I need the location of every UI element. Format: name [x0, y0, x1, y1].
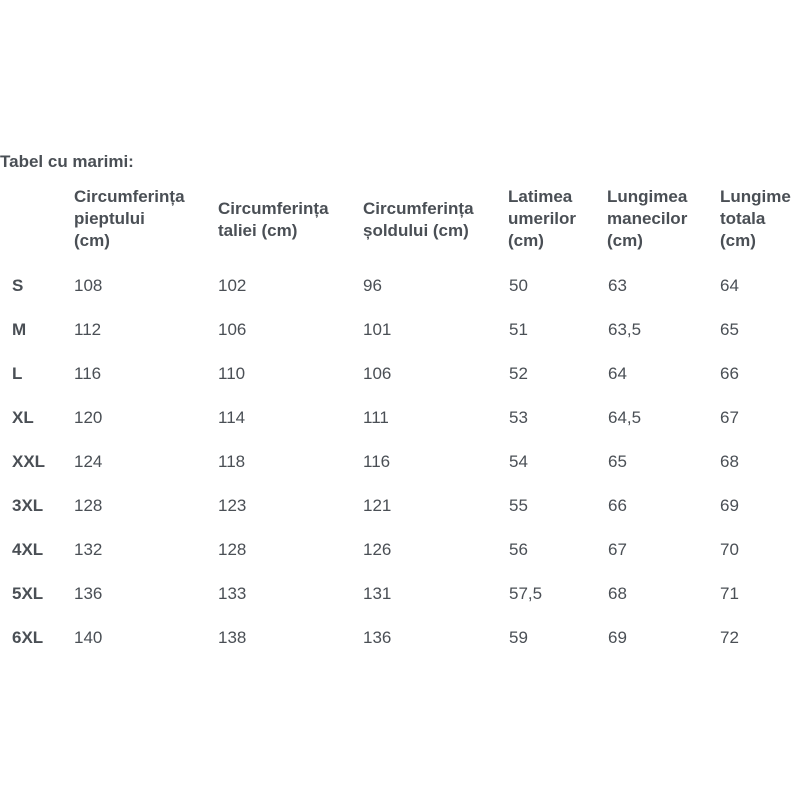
table-cell: 136 [363, 628, 392, 647]
table-cell: 72 [720, 628, 739, 647]
table-cell: 57,5 [509, 584, 543, 603]
table-cell: 112 [74, 320, 102, 339]
table-cell: 140 [74, 628, 103, 647]
table-cell: 63,5 [608, 320, 642, 339]
table-cell: 66 [608, 496, 627, 515]
size-label: 4XL [12, 540, 44, 559]
table-cell: 68 [720, 452, 739, 471]
table-cell: 65 [608, 452, 627, 471]
header-hips: Circumferința șoldului (cm) [363, 199, 474, 240]
header-chest: Circumferința pieptului (cm) [74, 187, 185, 250]
table-cell: 63 [608, 276, 627, 295]
table-cell: 102 [218, 276, 247, 295]
table-cell: 69 [720, 496, 739, 515]
table-cell: 64 [720, 276, 739, 295]
header-shoulders: Latimea umerilor (cm) [508, 187, 577, 250]
table-cell: 132 [74, 540, 103, 559]
table-cell: 128 [218, 540, 247, 559]
table-cell: 64 [608, 364, 627, 383]
table-cell: 120 [74, 408, 103, 427]
table-cell: 96 [363, 276, 382, 295]
table-cell: 116 [74, 364, 102, 383]
table-cell: 68 [608, 584, 627, 603]
size-label: 3XL [12, 496, 44, 515]
table-cell: 138 [218, 628, 247, 647]
header-length: Lungime totala (cm) [720, 187, 791, 250]
table-cell: 106 [218, 320, 247, 339]
table-cell: 52 [509, 364, 528, 383]
size-label: XL [12, 408, 34, 427]
table-cell: 126 [363, 540, 392, 559]
table-cell: 67 [608, 540, 627, 559]
table-cell: 110 [218, 364, 246, 383]
table-cell: 128 [74, 496, 103, 515]
table-cell: 56 [509, 540, 528, 559]
table-cell: 123 [218, 496, 247, 515]
table-cell: 59 [509, 628, 528, 647]
table-cell: 51 [509, 320, 528, 339]
size-label: 6XL [12, 628, 44, 647]
table-cell: 50 [509, 276, 528, 295]
table-cell: 118 [218, 452, 246, 471]
table-cell: 131 [363, 584, 392, 603]
table-cell: 124 [74, 452, 103, 471]
table-cell: 53 [509, 408, 528, 427]
table-cell: 54 [509, 452, 528, 471]
size-label: XXL [12, 452, 46, 471]
table-cell: 106 [363, 364, 392, 383]
table-cell: 66 [720, 364, 739, 383]
page-title: Tabel cu marimi: [0, 152, 134, 171]
table-cell: 108 [74, 276, 103, 295]
table-cell: 55 [509, 496, 528, 515]
size-label: M [12, 320, 27, 339]
table-cell: 69 [608, 628, 627, 647]
table-cell: 70 [720, 540, 739, 559]
table-cell: 121 [363, 496, 392, 515]
table-cell: 116 [363, 452, 391, 471]
size-label: S [12, 276, 24, 295]
size-label: 5XL [12, 584, 44, 603]
table-cell: 71 [720, 584, 739, 603]
table-cell: 67 [720, 408, 739, 427]
table-cell: 136 [74, 584, 103, 603]
table-cell: 65 [720, 320, 739, 339]
table-cell: 64,5 [608, 408, 642, 427]
header-waist: Circumferința taliei (cm) [218, 199, 329, 240]
size-label: L [12, 364, 23, 383]
table-cell: 114 [218, 408, 246, 427]
table-cell: 101 [363, 320, 392, 339]
header-sleeves: Lungimea manecilor (cm) [607, 187, 688, 250]
table-cell: 133 [218, 584, 247, 603]
table-cell: 111 [363, 408, 389, 427]
